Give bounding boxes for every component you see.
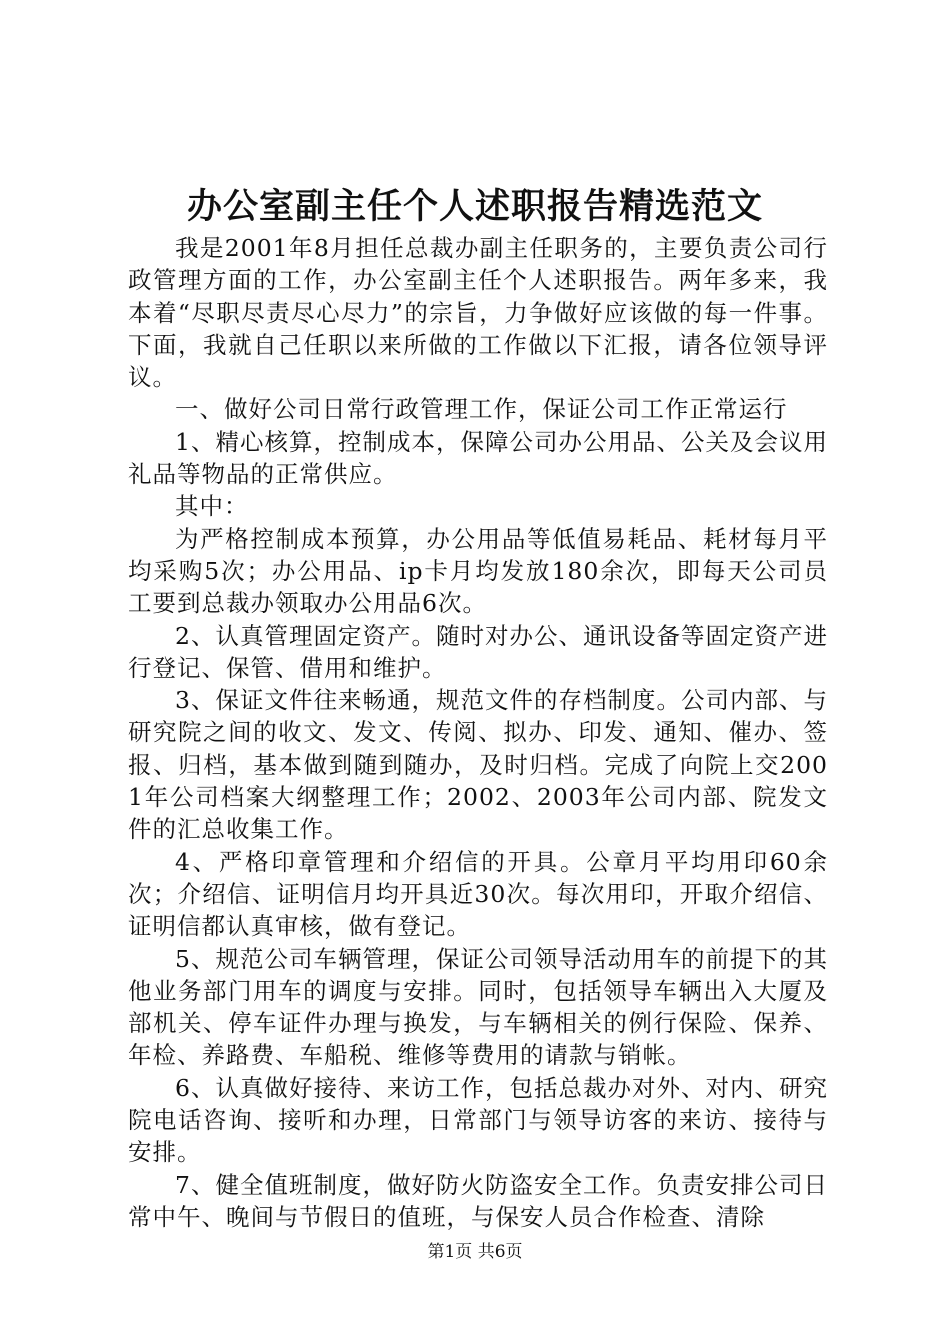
paragraph-item-1: 1、精心核算，控制成本，保障公司办公用品、公关及会议用礼品等物品的正常供应。 (128, 427, 828, 489)
paragraph-item-7: 7、健全值班制度，做好防火防盗安全工作。负责安排公司日常中午、晚间与节假日的值班，与保安人员合作检查、清除 (128, 1170, 828, 1231)
paragraph-cost-detail: 为严格控制成本预算，办公用品等低值易耗品、耗材每月平均采购5次；办公用品、ip卡月均发放180余次，即每天公司员工要到总裁办领取办公用品6次。 (128, 524, 828, 618)
paragraph-item-6: 6、认真做好接待、来访工作，包括总裁办对外、对内、研究院电话咨询、接听和办理，日常部门与领导访客的来访、接待与安排。 (128, 1073, 828, 1167)
paragraph-item-2: 2、认真管理固定资产。随时对办公、通讯设备等固定资产进行登记、保管、借用和维护。 (128, 621, 828, 682)
page-number-footer: 第1页 共6页 (427, 1242, 523, 1262)
paragraph-item-4: 4、严格印章管理和介绍信的开具。公章月平均用印60余次；介绍信、证明信月均开具近30次。每次用印，开取介绍信、证明信都认真审核，做有登记。 (128, 847, 828, 941)
paragraph-among: 其中： (175, 492, 249, 521)
paragraph-item-5: 5、规范公司车辆管理，保证公司领导活动用车的前提下的其他业务部门用车的调度与安排。同时，包括领导车辆出入大厦及部机关、停车证件办理与换发，与车辆相关的例行保险、保养、年检、养路费、车船税、维修等费用的请款与销帐。 (128, 944, 828, 1070)
paragraph-item-3: 3、保证文件往来畅通，规范文件的存档制度。公司内部、与研究院之间的收文、发文、传阅、拟办、印发、通知、催办、签报、归档，基本做到随到随办，及时归档。完成了向院上交2001年公司档案大纲整理工作；2002、2003年公司内部、院发文件的汇总收集工作。 (128, 686, 828, 844)
paragraph-intro: 我是2001年8月担任总裁办副主任职务的，主要负责公司行政管理方面的工作，办公室副主任个人述职报告。两年多来，我本着“尽职尽责尽心尽力”的宗旨，力争做好应该做的每一件事。下面，我就自己任职以来所做的工作做以下汇报，请各位领导评议。 (128, 234, 828, 392)
document-title: 办公室副主任个人述职报告精选范文 (186, 186, 763, 227)
paragraph-section-heading: 一、做好公司日常行政管理工作，保证公司工作正常运行 (175, 395, 788, 424)
document-body (128, 232, 828, 1233)
